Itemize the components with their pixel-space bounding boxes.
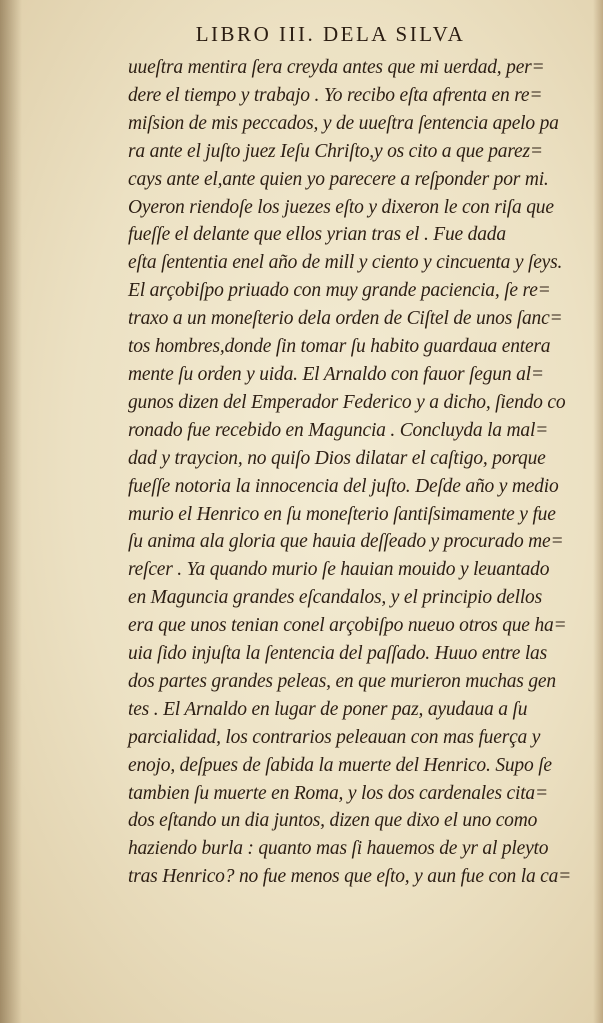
- text-line: fueſſe el delante que ellos yrian tras el . Fue dada: [128, 224, 506, 246]
- text-line: uia ſido injuſta la ſentencia del paſſado. Huuo entre las: [128, 643, 547, 665]
- text-line: gunos dizen del Emperador Federico y a dicho, ſiendo co: [128, 391, 566, 413]
- text-line: mente ſu orden y uida. El Arnaldo con fauor ſegun al=: [128, 363, 544, 385]
- text-line: murio el Henrico en ſu moneſterio ſantiſsimamente y fue: [128, 503, 556, 525]
- text-line: ronado fue recebido en Maguncia . Concluyda la mal=: [128, 419, 549, 441]
- text-line: en Maguncia grandes eſcandalos, y el principio dellos: [128, 587, 542, 609]
- running-head: LIBRO III. DELA SILVA: [195, 22, 466, 46]
- text-line: reſcer . Ya quando murio ſe hauian mouido y leuantado: [128, 559, 550, 581]
- text-line: dos eſtando un dia juntos, dizen que dixo el uno como: [128, 810, 538, 832]
- text-line: dere el tiempo y trabajo . Yo recibo eſta afrenta en re=: [128, 84, 543, 106]
- text-line: uueſtra mentira ſera creyda antes que mi uerdad, per=: [128, 57, 545, 78]
- gutter-shadow: [0, 0, 22, 1023]
- text-line: tes . El Arnaldo en lugar de poner paz, ayudaua a ſu: [128, 698, 528, 720]
- text-line: ſu anima ala gloria que hauia deſſeado y procurado me=: [128, 531, 564, 553]
- text-line: El arçobiſpo priuado con muy grande paciencia, ſe re=: [128, 280, 551, 302]
- page-edge: [593, 0, 603, 1023]
- text-line: tos hombres,donde ſin tomar ſu habito guardaua entera: [128, 336, 551, 358]
- text-line: dad y traycion, no quiſo Dios dilatar el caſtigo, porque: [128, 447, 546, 469]
- text-line: tras Henrico? no fue menos que eſto, y aun fue con la ca=: [128, 866, 572, 888]
- page-header: [0, 22, 603, 47]
- text-line: traxo a un moneſterio dela orden de Ciſtel de unos ſanc=: [128, 308, 563, 330]
- text-line: era que unos tenian conel arçobiſpo nueuo otros que ha=: [128, 615, 567, 637]
- text-line: Oyeron riendoſe los juezes eſto y dixeron le con riſa que: [128, 196, 554, 218]
- text-line: enojo, deſpues de ſabida la muerte del Henrico. Supo ſe: [128, 754, 552, 776]
- text-line: miſsion de mis peccados, y de uueſtra ſentencia apelo pa: [128, 112, 559, 134]
- text-line: haziendo burla : quanto mas ſi hauemos de yr al pleyto: [128, 838, 549, 860]
- text-line: eſta ſententia enel año de mill y ciento y cincuenta y ſeys.: [128, 252, 563, 274]
- text-line: tambien ſu muerte en Roma, y los dos cardenales cita=: [128, 782, 548, 804]
- body-text: [128, 54, 590, 891]
- text-line: ra ante el juſto juez Ieſu Chriſto,y os cito a que parez=: [128, 140, 543, 162]
- text-line: parcialidad, los contrarios peleauan con mas fuerça y: [128, 726, 541, 748]
- text-line: cays ante el,ante quien yo parecere a reſponder por mi.: [128, 168, 549, 190]
- text-line: fueſſe notoria la innocencia del juſto. Deſde año y medio: [128, 475, 559, 497]
- text-line: dos partes grandes peleas, en que murieron muchas gen: [128, 670, 556, 692]
